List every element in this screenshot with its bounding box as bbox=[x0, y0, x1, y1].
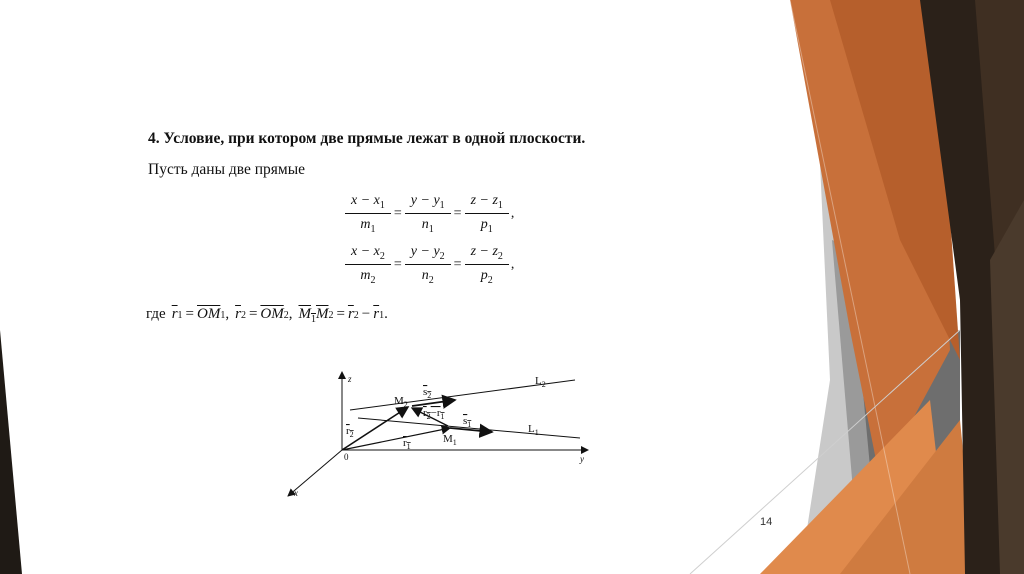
line-equation-1: $\frac{x - x_1}{m_1}$ = $\frac{y - y_1}{n_1}$ = $\frac{z - z_1}{p_1}$ , bbox=[345, 193, 514, 235]
line-L2-label: $L_2$ bbox=[535, 375, 546, 389]
fraction-y: $\frac{y - y_1}{n_1}$ bbox=[405, 193, 451, 235]
point-M2-label: $M_2$ bbox=[394, 395, 408, 409]
fraction-y: $\frac{y - y_2}{n_2}$ bbox=[405, 244, 451, 286]
fraction-z: $\frac{z - z_2}{p_2}$ bbox=[465, 244, 509, 286]
vector-s1-label: $s_1$ bbox=[463, 415, 472, 429]
point-M1-label: $M_1$ bbox=[443, 433, 457, 447]
vector-r2-label: $r_2$ bbox=[346, 425, 354, 439]
axis-y-label: y bbox=[580, 454, 584, 464]
vector-diff-label: $r_2-r_1$ bbox=[423, 407, 445, 421]
origin-label: 0 bbox=[344, 452, 349, 462]
intro-text: Пусть даны две прямые bbox=[148, 161, 306, 178]
fraction-z: $\frac{z - z_1}{p_1}$ bbox=[465, 193, 509, 235]
page-number: 14 bbox=[760, 516, 773, 528]
line-equation-2: $\frac{x - x_2}{m_2}$ = $\frac{y - y_2}{n_2}$ = $\frac{z - z_2}{p_2}$ , bbox=[345, 244, 514, 286]
vector-r1-label: $r_1$ bbox=[403, 437, 411, 451]
line-L1-label: $L_1$ bbox=[528, 423, 539, 437]
vector-s2-label: $s_2$ bbox=[423, 386, 432, 400]
axis-z-label: z bbox=[348, 374, 352, 384]
vector-definitions: где $\overline{r}$ 1 = $\overline{OM}$ 1 , $\overline{r}$ 2 = $\overline{OM}$ 2 , $M_1M$ 2 = $\overline{r}$ 2 − $\overline{r}$ 1 . bbox=[146, 306, 388, 325]
section-heading: 4. Условие, при котором две прямые лежат в одной плоскости. bbox=[148, 130, 586, 147]
axis-x-label: x bbox=[294, 488, 298, 498]
fraction-x: $\frac{x - x_2}{m_2}$ bbox=[345, 244, 391, 286]
coplanarity-figure bbox=[280, 362, 600, 507]
fraction-x: $\frac{x - x_1}{m_1}$ bbox=[345, 193, 391, 235]
left-edge-shape bbox=[0, 330, 22, 574]
where-word: где bbox=[146, 306, 166, 322]
